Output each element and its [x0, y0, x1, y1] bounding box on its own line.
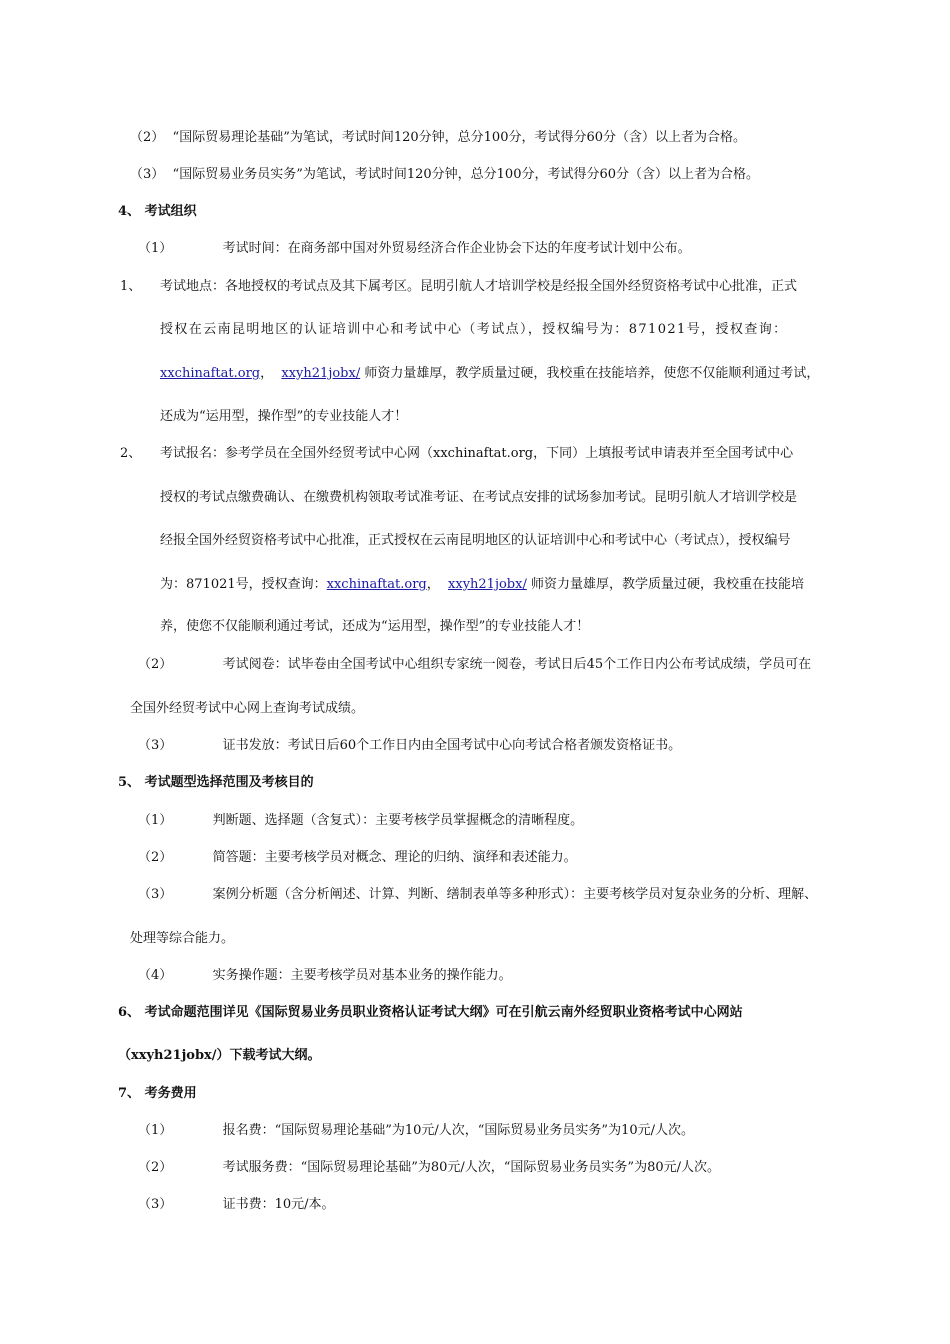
sec4-registration-line5: 养，使您不仅能顺利通过考试，还成为“运用型，操作型”的专业技能人才！ [160, 619, 590, 634]
item-number: （2） [138, 1160, 173, 1175]
item-number: （2） [138, 657, 173, 672]
link-xxchinaftat[interactable]: xxchinaftat.org [326, 577, 427, 592]
item-text: 证书费：10元/本。 [222, 1197, 335, 1212]
item-text: 报名费：“国际贸易理论基础”为10元/人次，“国际贸易业务员实务”为10元/人次。 [222, 1123, 694, 1138]
item-number: （3） [138, 738, 173, 753]
sec4-location-line1: 考试地点：各地授权的考试点及其下属考区。昆明引航人才培训学校是经报全国外经贸资格考试中心批准，正式 [160, 279, 798, 294]
sec4-location-num: 1、 [120, 279, 142, 294]
sec5-item-3 [138, 885, 817, 905]
item-text: 考试服务费：“国际贸易理论基础”为80元/人次，“国际贸易业务员实务”为80元/人次。 [222, 1160, 720, 1175]
item-text: “国际贸易理论基础”为笔试，考试时间120分钟，总分100分，考试得分60分（含）以上者为合格。 [172, 130, 747, 145]
item-text: “国际贸易业务员实务”为笔试，考试时间120分钟，总分100分，考试得分60分（含）以上者为合格。 [172, 167, 760, 182]
sec4-certificate [138, 736, 681, 756]
section-7-heading: 7、 考务费用 [118, 1086, 197, 1101]
item-text: 判断题、选择题（含复式）：主要考核学员掌握概念的清晰程度。 [212, 813, 584, 828]
separator: ， [260, 366, 274, 381]
sec4-registration-line4 [160, 575, 804, 595]
sec5-item-1 [138, 811, 583, 831]
item-text: 简答题：主要考核学员对概念、理论的归纳、演绎和表述能力。 [212, 850, 577, 865]
sec4-grading [138, 655, 811, 675]
sec3-item3 [130, 165, 759, 185]
section-6-line2: （xxyh21jobx/）下载考试大纲。 [118, 1048, 321, 1063]
item-number: （1） [138, 241, 173, 256]
sec5-item-3-cont: 处理等综合能力。 [130, 931, 235, 946]
sec4-grading-cont: 全国外经贸考试中心网上查询考试成绩。 [130, 701, 365, 716]
item-number: （2） [130, 130, 165, 145]
section-5-heading: 5、 考试题型选择范围及考核目的 [118, 775, 314, 790]
sec7-item-3 [138, 1195, 335, 1215]
sec4-location-line4: 还成为“运用型，操作型”的专业技能人才！ [160, 409, 408, 424]
sec4-registration-line2: 授权的考试点缴费确认、在缴费机构领取考试准考证、在考试点安排的试场参加考试。昆明引航人才培训学校是 [160, 490, 798, 505]
sec4-registration-num: 2、 [120, 446, 142, 461]
line-text: 师资力量雄厚，教学质量过硬，我校重在技能培 [530, 577, 804, 592]
item-text: 考试时间：在商务部中国对外贸易经济合作企业协会下达的年度考试计划中公布。 [222, 241, 691, 256]
link-xxyh21jobx[interactable]: xxyh21jobx/ [448, 577, 527, 592]
line-text: 为：871021号，授权查询： [160, 577, 327, 592]
link-xxyh21jobx[interactable]: xxyh21jobx/ [281, 366, 361, 381]
item-text: 考试阅卷：试毕卷由全国考试中心组织专家统一阅卷，考试日后45个工作日内公布考试成绩，学员可在 [222, 657, 812, 672]
item-text: 证书发放：考试日后60个工作日内由全国考试中心向考试合格者颁发资格证书。 [222, 738, 682, 753]
sec3-item2 [130, 128, 746, 148]
section-4-heading: 4、 考试组织 [118, 204, 197, 219]
sec5-item-4 [138, 966, 512, 986]
item-number: （1） [138, 813, 173, 828]
sec7-item-2 [138, 1158, 720, 1178]
item-number: （1） [138, 1123, 173, 1138]
sec4-location-line2: 授权在云南昆明地区的认证培训中心和考试中心（考试点），授权编号为：871021号，授权查询： [160, 322, 788, 337]
link-xxchinaftat[interactable]: xxchinaftat.org [160, 366, 261, 381]
item-number: （4） [138, 968, 173, 983]
line-text: 师资力量雄厚，教学质量过硬，我校重在技能培养，使您不仅能顺利通过考试， [364, 366, 820, 381]
sec4-location-line3 [160, 364, 819, 384]
sec7-item-1 [138, 1121, 694, 1141]
item-number: （3） [138, 887, 173, 902]
separator: ， [426, 577, 440, 592]
item-text: 案例分析题（含分析阐述、计算、判断、缮制表单等多种形式）：主要考核学员对复杂业务的分析、理解、 [212, 887, 818, 902]
item-number: （2） [138, 850, 173, 865]
sec5-item-2 [138, 848, 577, 868]
item-number: （3） [130, 167, 165, 182]
item-number: （3） [138, 1197, 173, 1212]
section-6-line1: 6、 考试命题范围详见《国际贸易业务员职业资格认证考试大纲》可在引航云南外经贸职业资格考试中心网站 [118, 1005, 743, 1020]
sec4-registration-line1: 考试报名：参考学员在全国外经贸考试中心网（xxchinaftat.org，下同）上填报考试申请表并至全国考试中心 [160, 446, 794, 461]
sec4-registration-line3: 经报全国外经贸资格考试中心批准，正式授权在云南昆明地区的认证培训中心和考试中心（考试点），授权编号 [160, 533, 791, 548]
item-text: 实务操作题：主要考核学员对基本业务的操作能力。 [212, 968, 512, 983]
sec4-exam-time [138, 239, 691, 259]
